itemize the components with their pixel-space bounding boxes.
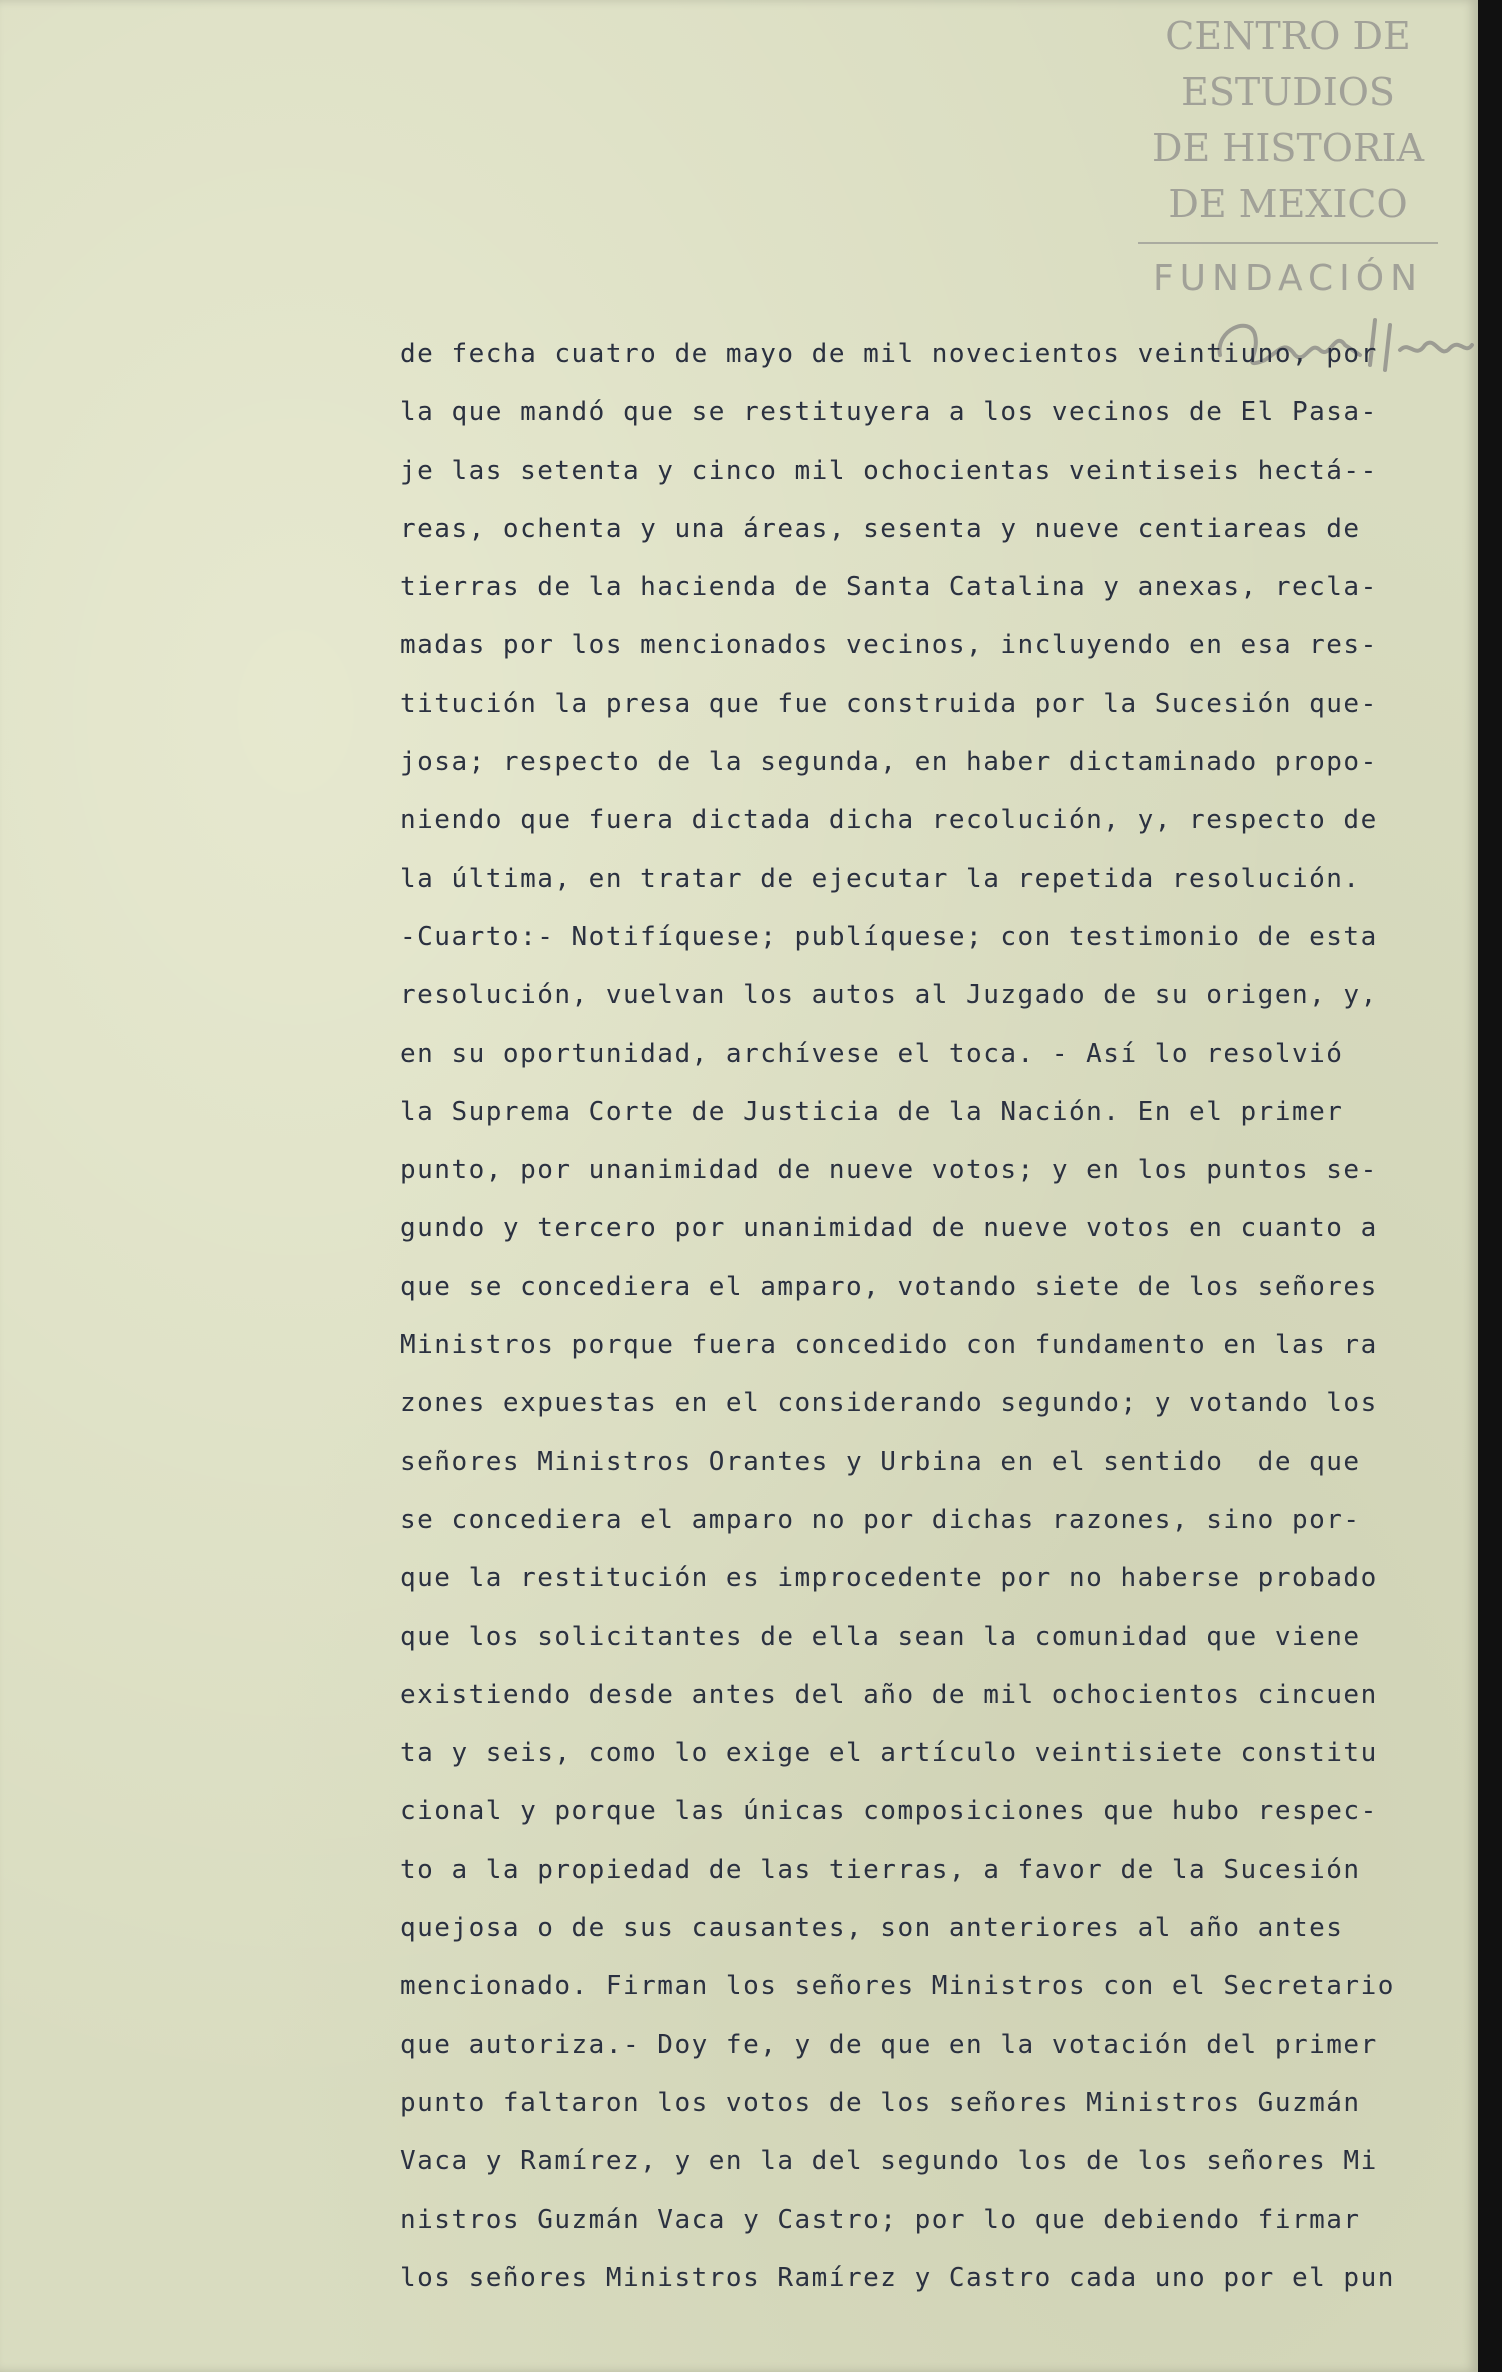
stamp-line: ESTUDIOS xyxy=(1181,70,1395,114)
text-line: mencionado. Firman los señores Ministros con el Secretario xyxy=(400,1971,1395,2002)
text-line: quejosa o de sus causantes, son anteriores al año antes xyxy=(400,1913,1344,1944)
text-line: señores Ministros Orantes y Urbina en el sentido de que xyxy=(400,1446,1361,1477)
text-line: madas por los mencionados vecinos, incluyendo en esa res- xyxy=(400,630,1378,661)
text-line: que autoriza.- Doy fe, y de que en la votación del primer xyxy=(400,2029,1378,2060)
text-line: zones expuestas en el considerando segundo; y votando los xyxy=(400,1388,1378,1419)
text-line: Vaca y Ramírez, y en la del segundo los de los señores Mi xyxy=(400,2146,1378,2177)
text-line: que se concediera el amparo, votando siete de los señores xyxy=(400,1271,1378,1302)
stamp-line: DE HISTORIA xyxy=(1151,126,1425,170)
text-line: punto, por unanimidad de nueve votos; y en los puntos se- xyxy=(400,1155,1378,1186)
typed-text-block xyxy=(400,325,1440,2307)
text-line: je las setenta y cinco mil ochocientas veintiseis hectá-- xyxy=(400,455,1378,486)
text-line: se concediera el amparo no por dichas razones, sino por- xyxy=(400,1504,1361,1535)
text-line: gundo y tercero por unanimidad de nueve votos en cuanto a xyxy=(400,1213,1378,1244)
text-line: la Suprema Corte de Justicia de la Nación. En el primer xyxy=(400,1096,1344,1127)
text-line: la que mandó que se restituyera a los vecinos de El Pasa- xyxy=(400,397,1378,428)
text-line: en su oportunidad, archívese el toca. - Así lo resolvió xyxy=(400,1038,1344,1069)
text-line: los señores Ministros Ramírez y Castro cada uno por el pun xyxy=(400,2262,1395,2293)
text-line: ta y seis, como lo exige el artículo veintisiete constitu xyxy=(400,1738,1378,1769)
stamp-foundation: FUNDACIÓN xyxy=(1138,242,1438,299)
text-line: Ministros porque fuera concedido con fundamento en las ra xyxy=(400,1330,1378,1361)
text-line: que la restitución es improcedente por no haberse probado xyxy=(400,1563,1378,1594)
text-line: existiendo desde antes del año de mil ochocientos cincuen xyxy=(400,1679,1378,1710)
text-line: que los solicitantes de ella sean la comunidad que viene xyxy=(400,1621,1361,1652)
text-line: tierras de la hacienda de Santa Catalina y anexas, recla- xyxy=(400,572,1378,603)
text-line: nistros Guzmán Vaca y Castro; por lo que debiendo firmar xyxy=(400,2204,1361,2235)
text-line: la última, en tratar de ejecutar la repetida resolución. xyxy=(400,863,1361,894)
text-line: -Cuarto:- Notifíquese; publíquese; con testimonio de esta xyxy=(400,921,1378,952)
stamp-line: CENTRO DE xyxy=(1165,14,1411,58)
text-line: reas, ochenta y una áreas, sesenta y nueve centiareas de xyxy=(400,513,1361,544)
text-line: resolución, vuelvan los autos al Juzgado de su origen, y, xyxy=(400,980,1378,1011)
archive-stamp xyxy=(1138,8,1438,299)
text-line: titución la presa que fue construida por la Sucesión que- xyxy=(400,688,1378,719)
stamp-line: DE MEXICO xyxy=(1168,182,1408,226)
text-line: punto faltaron los votos de los señores Ministros Guzmán xyxy=(400,2087,1361,2118)
text-line: niendo que fuera dictada dicha recolución, y, respecto de xyxy=(400,805,1378,836)
text-line: josa; respecto de la segunda, en haber dictaminado propo- xyxy=(400,747,1378,778)
scan-border xyxy=(1478,0,1502,2372)
text-line: de fecha cuatro de mayo de mil novecientos veintiuno, por xyxy=(400,339,1378,369)
text-line: cional y porque las únicas composiciones que hubo respec- xyxy=(400,1796,1378,1827)
text-line: to a la propiedad de las tierras, a favor de la Sucesión xyxy=(400,1854,1361,1885)
